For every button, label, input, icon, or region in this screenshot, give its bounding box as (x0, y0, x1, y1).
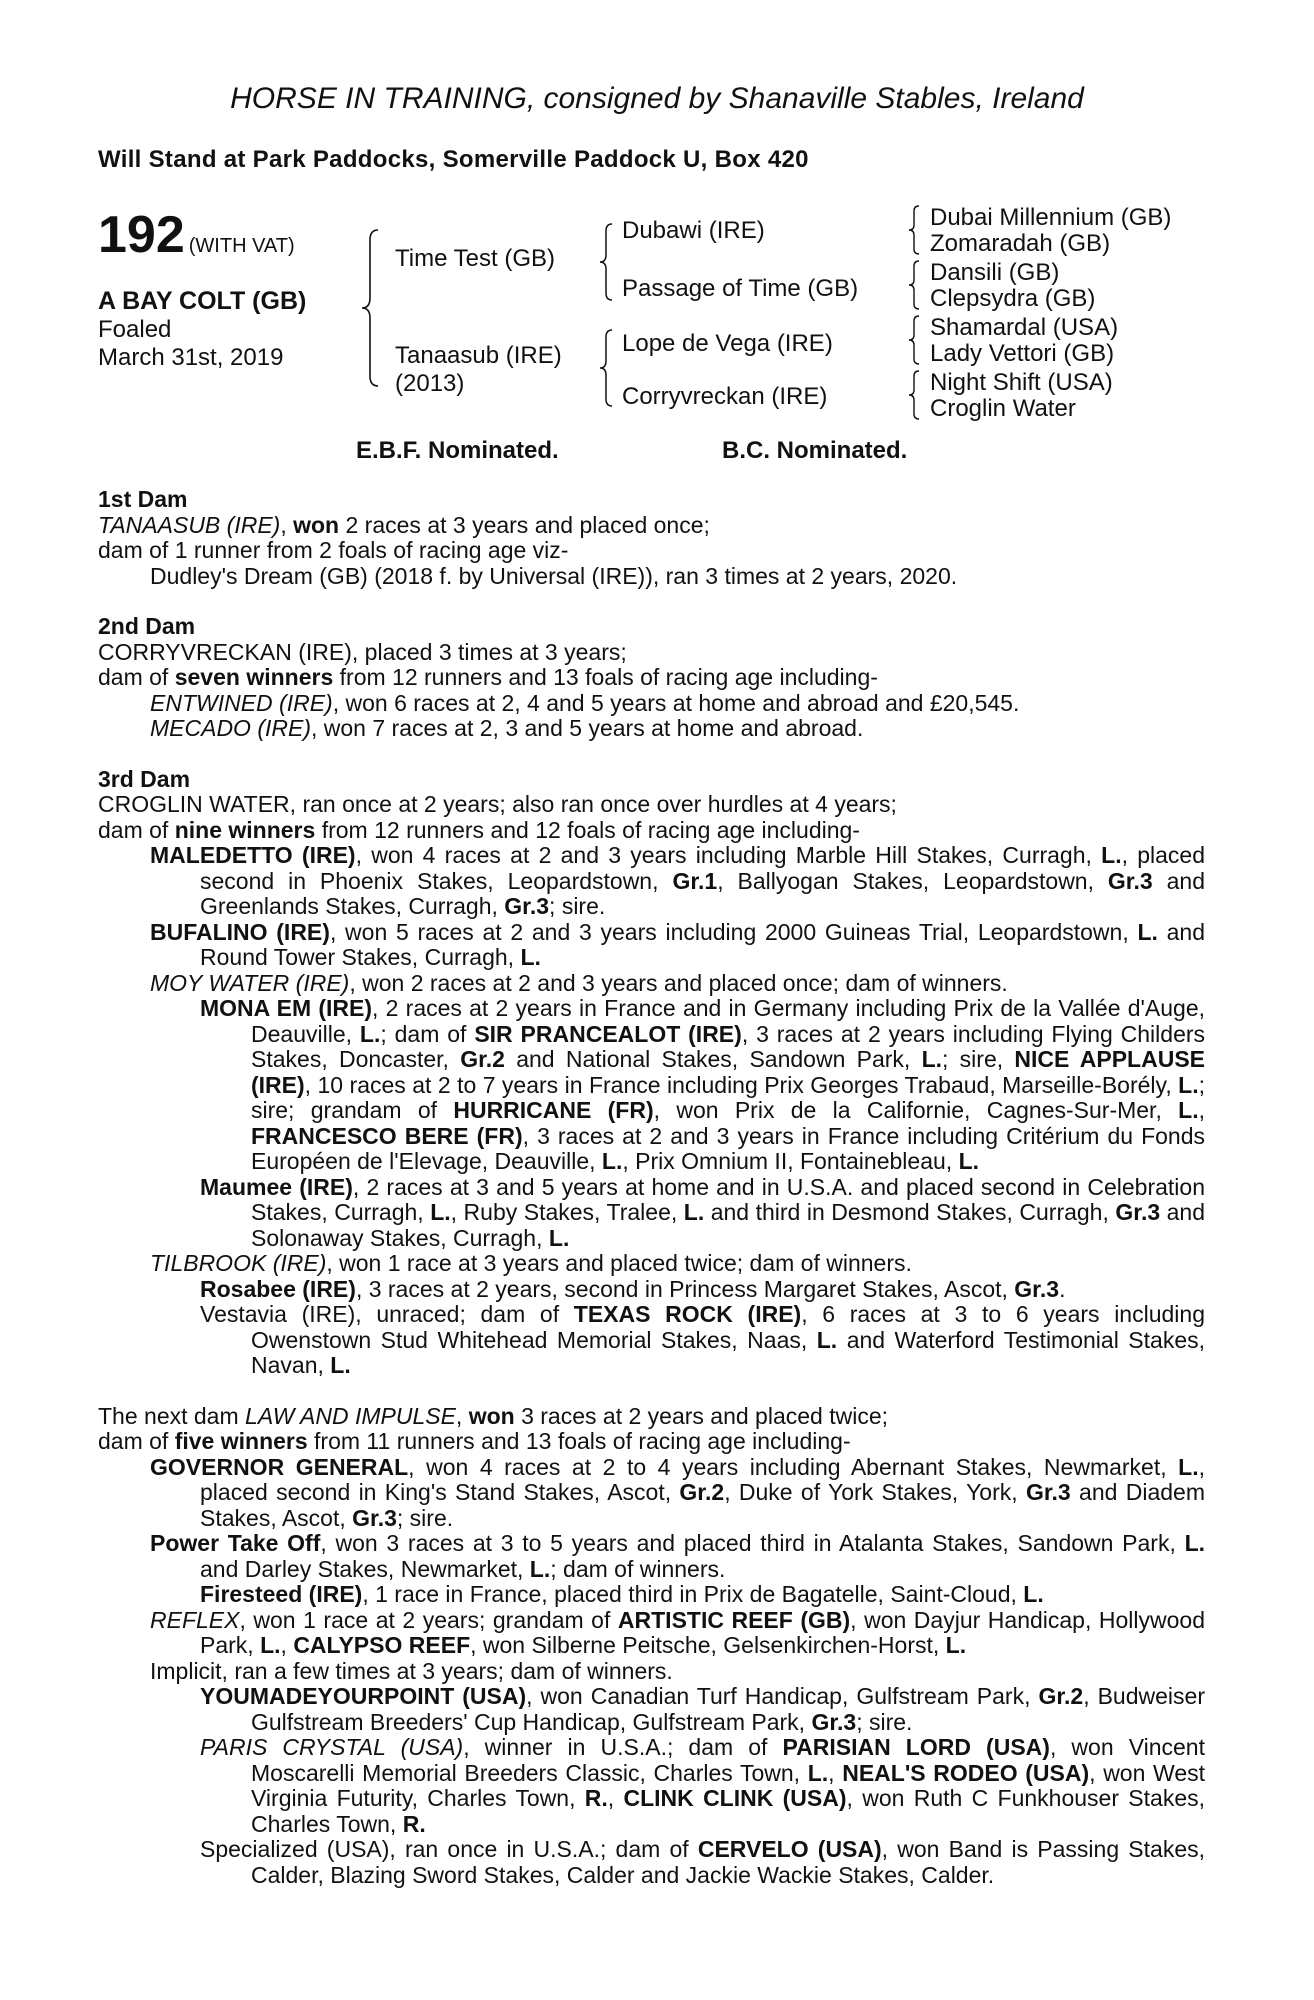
bold-text: L. (520, 944, 541, 970)
text-line (98, 665, 1205, 691)
bold-text: L. (430, 1199, 451, 1225)
pedigree-dam-year: (2013) (395, 370, 465, 397)
pedigree-ddd: Croglin Water (930, 395, 1076, 422)
text-run: , 10 races at 2 to 7 years in France including Prix Georges Trabaud, Marseille-Borély, (304, 1071, 1179, 1098)
text-run: , Ballyogan Stakes, Leopardstown, (717, 867, 1108, 894)
bold-text: GOVERNOR GENERAL (150, 1453, 409, 1480)
stand-location: Will Stand at Park Paddocks, Somerville Paddock U, Box 420 (98, 146, 809, 173)
vat-note: (WITH VAT) (188, 235, 295, 257)
bold-text: Gr.3 (811, 1708, 857, 1735)
text-line (98, 691, 1205, 717)
text-line (98, 792, 1205, 818)
text-line (98, 996, 1205, 1175)
text-run: , placed second in King's Stand Stakes, Ascot, (200, 1453, 1205, 1505)
text-run: , won 6 races at 2, 4 and 5 years at home and abroad and £20,545. (332, 689, 1020, 716)
text-run: ; sire. (856, 1708, 913, 1735)
bold-text: L. (260, 1632, 281, 1658)
text-run: , Ruby Stakes, Tralee, (450, 1199, 684, 1225)
bold-text: L. (1178, 1071, 1199, 1098)
text-line (98, 1531, 1205, 1582)
bold-text: L. (1023, 1581, 1044, 1607)
bold-text: Rosabee (IRE) (200, 1275, 356, 1302)
dam1-heading: 1st Dam (98, 486, 188, 512)
bold-text: Gr.3 (1115, 1199, 1161, 1225)
text-run: CROGLIN WATER, ran once at 2 years; also ran once over hurdles at 4 years; (98, 791, 897, 817)
bold-text: Gr.2 (1038, 1683, 1084, 1709)
bold-text: Gr.3 (1107, 867, 1153, 894)
text-run: 3 races at 2 years and placed twice; (514, 1402, 889, 1429)
text-line (98, 920, 1205, 971)
text-run: , 6 races at 3 to 6 years including Owenstown Stud Whitehead Memorial Stakes, Naas, (251, 1301, 1205, 1353)
text-line (98, 971, 1205, 997)
text-line (98, 716, 1205, 742)
text-run: Dudley's Dream (GB) (2018 f. by Universal (IRE)), ran 3 times at 2 years, 2020. (150, 562, 958, 589)
text-line (98, 1455, 1205, 1532)
bc-nominated: B.C. Nominated. (722, 437, 908, 464)
bold-text: won (468, 1402, 515, 1429)
text-run: , won 2 races at 2 and 3 years and placed once; dam of winners. (349, 969, 1008, 996)
text-run: , won Dayjur Handicap, Hollywood Park, (200, 1606, 1205, 1658)
bold-text: L. (1178, 1097, 1199, 1123)
pedigree-dds: Night Shift (USA) (930, 369, 1113, 396)
dam2-heading: 2nd Dam (98, 613, 196, 639)
pedigree-ss: Dubawi (IRE) (622, 217, 765, 244)
bold-text: TEXAS ROCK (IRE) (573, 1301, 802, 1327)
text-run: and third in Desmond Stakes, Curragh, (704, 1199, 1116, 1225)
bold-text: L. (945, 1632, 967, 1658)
text-run: , won Canadian Turf Handicap, Gulfstream Park, (526, 1683, 1039, 1709)
text-run: , won Prix de la Californie, Cagnes-Sur-Mer, (653, 1097, 1179, 1123)
bold-text: Gr.3 (352, 1504, 397, 1531)
text-line (98, 640, 1205, 666)
bold-text: L. (1184, 1530, 1206, 1556)
text-run: and Darley Stakes, Newmarket, (200, 1555, 530, 1582)
bold-text: L. (958, 1148, 980, 1174)
bold-text: L. (1101, 842, 1122, 868)
pedigree-ssd: Zomaradah (GB) (930, 230, 1111, 257)
bold-text: L. (529, 1555, 551, 1582)
bold-text: MONA EM (IRE) (200, 995, 373, 1021)
pedigree-brace-4 (906, 369, 922, 421)
dam3-heading: 3rd Dam (98, 765, 191, 792)
bold-text: Firesteed (IRE) (200, 1581, 363, 1607)
text-run: , won 5 races at 2 and 3 years including 2000 Guineas Trial, Leopardstown, (329, 918, 1138, 945)
pedigree-ds: Lope de Vega (IRE) (622, 330, 833, 357)
pedigree-brace-dam (597, 328, 615, 408)
text-run: ; sire, (942, 1046, 1015, 1072)
text-run: , (828, 1759, 843, 1786)
pedigree-brace-sire (597, 222, 615, 302)
bold-text: L. (359, 1020, 381, 1047)
bold-text: PARISIAN LORD (USA) (782, 1734, 1050, 1760)
text-run: , 1 race in France, placed third in Prix de Bagatelle, Saint-Cloud, (362, 1581, 1024, 1607)
text-run: , (280, 1632, 294, 1658)
pedigree-dss: Shamardal (USA) (930, 314, 1119, 341)
bold-text: BUFALINO (IRE) (150, 918, 330, 945)
text-run: The next dam (98, 1402, 246, 1429)
text-run: , won Silberne Peitsche, Gelsenkirchen-Horst, (470, 1632, 946, 1658)
bold-text: L. (548, 1224, 570, 1251)
lot-description: A BAY COLT (GB) (98, 287, 307, 315)
text-line (98, 1684, 1205, 1735)
bold-text: L. (1178, 1453, 1199, 1480)
text-run: , (607, 1785, 624, 1811)
pedigree-sss: Dubai Millennium (GB) (930, 204, 1172, 231)
text-run: and Round Tower Stakes, Curragh, (200, 918, 1205, 970)
bold-text: NEAL'S RODEO (USA) (842, 1759, 1090, 1786)
bold-text: CALYPSO REEF (293, 1632, 471, 1658)
text-run: and Greenlands Stakes, Curragh, (200, 867, 1205, 919)
bold-text: L. (683, 1199, 705, 1225)
text-line (98, 1608, 1205, 1659)
bold-text: R. (584, 1785, 608, 1811)
pedigree-brace-1 (906, 204, 922, 256)
bold-text: seven winners (174, 664, 334, 690)
dam2-produce (98, 691, 1205, 742)
bold-text: Power Take Off (150, 1530, 321, 1556)
pedigree-brace-3 (906, 314, 922, 366)
text-run: from 11 runners and 13 foals of racing age including- (307, 1428, 851, 1454)
foaled-date: March 31st, 2019 (98, 344, 284, 371)
text-run: dam of (98, 664, 175, 690)
bold-text: Gr.1 (672, 867, 718, 894)
nextdam-lines (98, 1404, 1205, 1455)
dam2-lines (98, 640, 1205, 691)
pedigree-brace-main (358, 228, 382, 388)
text-run: , (280, 511, 294, 538)
text-line (98, 1175, 1205, 1252)
text-run: ; sire; grandam of (251, 1071, 1205, 1123)
text-run: , won 1 race at 2 years; grandam of (239, 1606, 618, 1633)
bold-text: Maumee (IRE) (200, 1173, 353, 1200)
text-line (98, 538, 1205, 564)
bold-text: ARTISTIC REEF (GB) (617, 1606, 851, 1633)
bold-text: L. (816, 1326, 838, 1353)
bold-text: YOUMADEYOURPOINT (USA) (200, 1683, 527, 1709)
text-run: , 2 races at 2 years in France and in Germany including Prix de la Vallée d'Auge, Deauville, (251, 995, 1206, 1047)
text-line (98, 818, 1205, 844)
text-run: , 2 races at 3 and 5 years at home and in U.S.A. and placed second in Celebration Stakes, Curragh, (251, 1173, 1205, 1225)
text-run: , (455, 1402, 469, 1429)
bold-text: R. (402, 1810, 426, 1837)
bold-text: L. (807, 1759, 829, 1786)
bold-text: L. (330, 1352, 351, 1378)
lot-number: 192 (98, 206, 185, 264)
text-run: dam of (98, 1428, 175, 1454)
bold-text: SIR PRANCEALOT (IRE) (474, 1020, 742, 1047)
text-run: , won 4 races at 2 to 4 years including Abernant Stakes, Newmarket, (408, 1453, 1179, 1480)
bold-text: CLINK CLINK (USA) (623, 1785, 847, 1811)
pedigree-sdd: Clepsydra (GB) (930, 285, 1096, 312)
foaled-label: Foaled (98, 316, 172, 343)
dam3-lines (98, 792, 1205, 843)
bold-text: Gr.2 (460, 1046, 505, 1072)
text-line (98, 1251, 1205, 1277)
text-run: Vestavia (IRE), unraced; dam of (200, 1301, 574, 1327)
text-run: 2 races at 3 years and placed once; (339, 511, 710, 538)
bold-text: L. (921, 1046, 943, 1072)
italic-text: REFLEX (150, 1606, 240, 1633)
text-run: ; sire. (396, 1504, 454, 1531)
text-run: and Waterford Testimonial Stakes, Navan, (251, 1326, 1205, 1378)
text-run: CORRYVRECKAN (IRE), placed 3 times at 3 years; (98, 638, 627, 665)
text-run: , (1198, 1097, 1205, 1123)
bold-text: MALEDETTO (IRE) (150, 842, 356, 868)
italic-text: LAW AND IMPULSE (245, 1402, 456, 1429)
text-run: , won Ruth C Funkhouser Stakes, Charles Town, (251, 1785, 1205, 1837)
pedigree-dd: Corryvreckan (IRE) (622, 383, 828, 410)
text-run: , placed second in Phoenix Stakes, Leopardstown, (200, 842, 1205, 894)
italic-text: PARIS CRYSTAL (USA) (200, 1734, 464, 1760)
italic-text: TILBROOK (IRE) (150, 1250, 327, 1276)
text-run: , won 3 races at 3 to 5 years and placed third in Atalanta Stakes, Sandown Park, (320, 1530, 1185, 1556)
bold-text: won (293, 511, 340, 538)
text-run: , 3 races at 2 years, second in Princess Margaret Stakes, Ascot, (355, 1275, 1015, 1302)
bold-text: FRANCESCO BERE (FR) (251, 1122, 523, 1149)
text-run: , Prix Omnium II, Fontainebleau, (622, 1148, 959, 1174)
text-line (98, 1735, 1205, 1837)
bold-text: CERVELO (USA) (697, 1836, 882, 1862)
text-line (98, 843, 1205, 920)
text-run: , won Band is Passing Stakes, Calder, Blazing Sword Stakes, Calder and Jackie Wackie Stakes, Calder. (251, 1836, 1205, 1888)
text-run: and Diadem Stakes, Ascot, (200, 1479, 1205, 1531)
text-run: , 3 races at 2 and 3 years in France including Critérium du Fonds Européen de l'Elevage, Deauville, (251, 1122, 1205, 1174)
pedigree-dsd: Lady Vettori (GB) (930, 340, 1115, 367)
text-run: from 12 runners and 12 foals of racing age including- (315, 816, 860, 843)
italic-text: MOY WATER (IRE) (150, 969, 350, 996)
bold-text: five winners (174, 1428, 308, 1454)
pedigree-sd: Passage of Time (GB) (622, 275, 859, 302)
text-run: , won 1 race at 3 years and placed twice; dam of winners. (326, 1250, 912, 1276)
text-run: dam of 1 runner from 2 foals of racing age viz- (98, 537, 569, 563)
text-line (98, 513, 1205, 539)
bold-text: Gr.3 (504, 893, 550, 919)
text-run: , Budweiser Gulfstream Breeders' Cup Handicap, Gulfstream Park, (251, 1683, 1205, 1735)
text-line (98, 1404, 1205, 1430)
bold-text: L. (601, 1148, 623, 1174)
italic-text: MECADO (IRE) (150, 715, 311, 741)
bold-text: Gr.3 (1014, 1275, 1060, 1302)
pedigree-dam: Tanaasub (IRE) (395, 342, 562, 369)
text-run: , won 7 races at 2, 3 and 5 years at home and abroad. (311, 715, 864, 741)
text-line (98, 1302, 1205, 1379)
lot-number-block (98, 205, 295, 265)
text-run: Implicit, ran a few times at 3 years; dam of winners. (150, 1657, 673, 1684)
foaled-info (98, 316, 283, 372)
text-run: and National Stakes, Sandown Park, (504, 1046, 922, 1072)
text-run: ; dam of winners. (550, 1555, 726, 1582)
text-run: . (1059, 1275, 1066, 1302)
text-line (98, 1277, 1205, 1303)
text-line (98, 564, 1205, 590)
text-run: Specialized (USA), ran once in U.S.A.; dam of (200, 1836, 698, 1862)
pedigree-sire: Time Test (GB) (395, 245, 556, 272)
text-run: , 3 races at 2 years including Flying Childers Stakes, Doncaster, (251, 1020, 1206, 1072)
bold-text: nine winners (174, 816, 316, 843)
text-line (98, 1582, 1205, 1608)
text-run: ; dam of (380, 1020, 475, 1047)
text-run: , won Vincent Moscarelli Memorial Breeders Classic, Charles Town, (251, 1734, 1205, 1786)
catalogue-header: HORSE IN TRAINING, consigned by Shanaville Stables, Ireland (230, 82, 1084, 115)
italic-text: TANAASUB (IRE) (98, 511, 281, 538)
dam1-produce (98, 564, 1205, 590)
dam1-lines (98, 513, 1205, 564)
ebf-nominated: E.B.F. Nominated. (356, 437, 559, 464)
bold-text: L. (1137, 918, 1158, 945)
text-line (98, 1837, 1205, 1888)
text-line (98, 1429, 1205, 1455)
dam3-produce (98, 843, 1205, 1379)
italic-text: ENTWINED (IRE) (150, 689, 333, 716)
text-run: dam of (98, 816, 175, 843)
pedigree-brace-2 (906, 259, 922, 311)
bold-text: Gr.3 (1025, 1479, 1071, 1505)
bold-text: HURRICANE (FR) (453, 1097, 654, 1123)
text-run: and Solonaway Stakes, Curragh, (251, 1199, 1206, 1251)
nextdam-produce (98, 1455, 1205, 1889)
text-line (98, 1659, 1205, 1685)
pedigree-sds: Dansili (GB) (930, 259, 1060, 286)
bold-text: Gr.2 (679, 1479, 725, 1505)
dam-sections (98, 487, 1205, 1888)
text-run: from 12 runners and 13 foals of racing age including- (333, 664, 878, 690)
text-run: , won 4 races at 2 and 3 years including Marble Hill Stakes, Curragh, (355, 842, 1102, 868)
bold-text: NICE APPLAUSE (IRE) (251, 1046, 1206, 1098)
text-run: , winner in U.S.A.; dam of (463, 1734, 783, 1760)
text-run: ; sire. (549, 893, 606, 919)
text-run: , Duke of York Stakes, York, (724, 1479, 1026, 1505)
text-run: , won West Virginia Futurity, Charles Town, (251, 1759, 1206, 1811)
